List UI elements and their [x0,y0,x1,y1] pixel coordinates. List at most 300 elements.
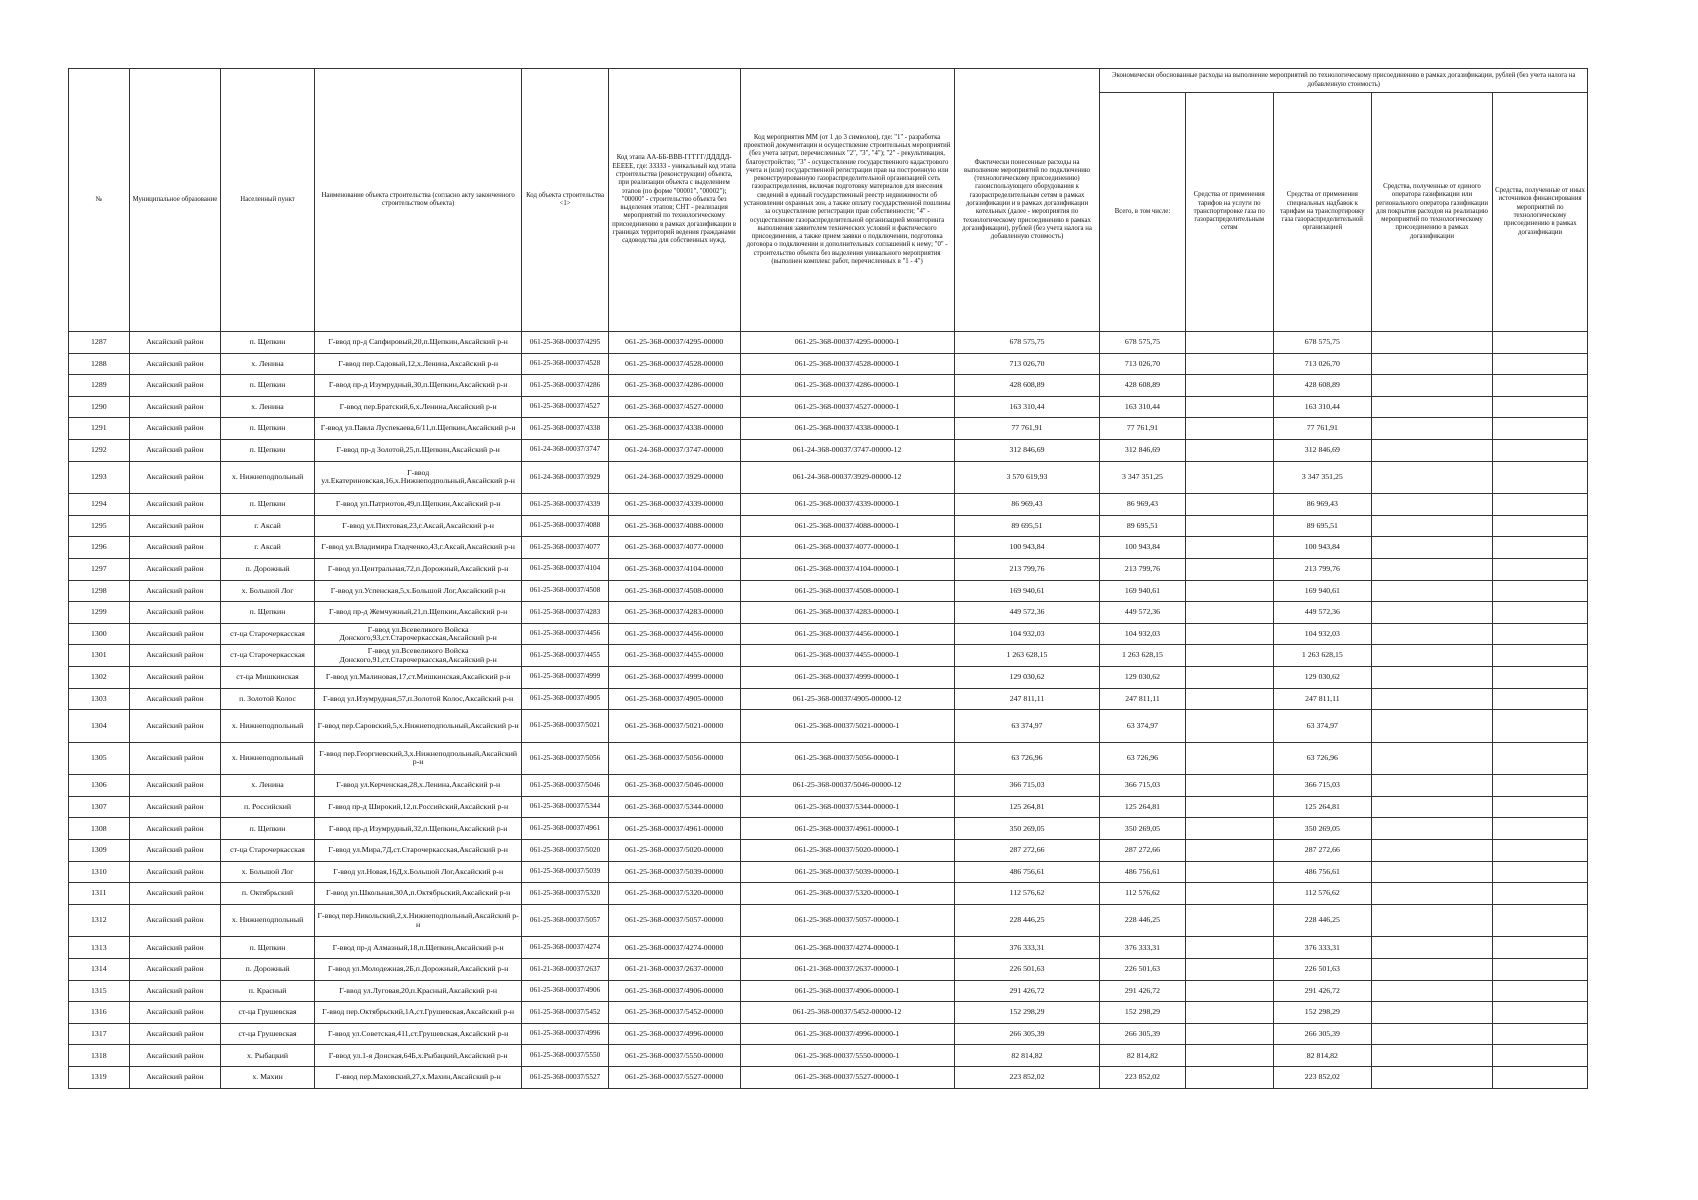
cell-municipality: Аксайский район [129,623,221,645]
cell-municipality: Аксайский район [129,418,221,440]
cell-other-sources [1493,818,1588,840]
cell-object-name: Г-ввод ул.Патриотов,49,п.Щепкин,Аксайский р-н [314,494,522,516]
col-header-group-justified-costs: Экономически обоснованные расходы на выполнение мероприятий по технологическому присоединению в рамках догазификации, рублей (без учета налога на добавленную стоимость) [1100,69,1588,93]
table-row [69,602,1588,624]
cell-stage-code: 061-25-368-00037/5320-00000 [608,883,740,905]
cell-num: 1303 [69,688,130,710]
cell-single-operator [1371,645,1492,667]
cell-municipality: Аксайский район [129,332,221,354]
col-header-settlement: Населенный пункт [221,69,315,332]
cell-single-operator [1371,1023,1492,1045]
cell-num: 1298 [69,580,130,602]
cell-actual-costs: 312 846,69 [954,439,1100,461]
table-row [69,494,1588,516]
cell-stage-code: 061-25-368-00037/5046-00000 [608,775,740,797]
cell-other-sources [1493,883,1588,905]
cell-special-surcharges: 112 576,62 [1273,883,1371,905]
cell-other-sources [1493,461,1588,494]
cell-tariff-transport [1185,840,1273,862]
cell-event-code: 061-25-368-00037/5452-00000-12 [740,1002,954,1024]
cell-stage-code: 061-25-368-00037/5056-00000 [608,742,740,775]
cell-event-code: 061-25-368-00037/5039-00000-1 [740,861,954,883]
cell-special-surcharges: 63 374,97 [1273,710,1371,743]
cell-single-operator [1371,710,1492,743]
cell-actual-costs: 63 726,96 [954,742,1100,775]
cell-single-operator [1371,666,1492,688]
cell-municipality: Аксайский район [129,710,221,743]
cell-other-sources [1493,959,1588,981]
cell-other-sources [1493,515,1588,537]
cell-special-surcharges: 228 446,25 [1273,904,1371,937]
cell-total: 228 446,25 [1100,904,1185,937]
table-row [69,418,1588,440]
cell-object-code: 061-25-368-00037/4508 [522,580,608,602]
cell-municipality: Аксайский район [129,645,221,667]
cell-special-surcharges: 312 846,69 [1273,439,1371,461]
cell-other-sources [1493,418,1588,440]
cell-special-surcharges: 376 333,31 [1273,937,1371,959]
cell-single-operator [1371,580,1492,602]
cell-stage-code: 061-25-368-00037/4104-00000 [608,558,740,580]
cell-settlement: ст-ца Грушевская [221,1002,315,1024]
cell-municipality: Аксайский район [129,937,221,959]
cell-settlement: х. Большой Лог [221,580,315,602]
cell-event-code: 061-25-368-00037/5020-00000-1 [740,840,954,862]
cell-total: 486 756,61 [1100,861,1185,883]
cell-object-code: 061-25-368-00037/5020 [522,840,608,862]
cell-special-surcharges: 449 572,36 [1273,602,1371,624]
cell-tariff-transport [1185,937,1273,959]
table-row [69,710,1588,743]
cell-object-name: Г-ввод пр-д Изумрудный,32,п.Щепкин,Аксайский р-н [314,818,522,840]
cell-actual-costs: 223 852,02 [954,1067,1100,1089]
cell-settlement: ст-ца Старочеркасская [221,623,315,645]
cell-object-name: Г-ввод пер.Октябрьский,1А,ст.Грушевская,Аксайский р-н [314,1002,522,1024]
cell-actual-costs: 125 264,81 [954,796,1100,818]
cell-object-name: Г-ввод ул.Советская,411,ст.Грушевская,Аксайский р-н [314,1023,522,1045]
cell-object-code: 061-25-368-00037/4455 [522,645,608,667]
cell-tariff-transport [1185,818,1273,840]
cell-special-surcharges: 678 575,75 [1273,332,1371,354]
cell-actual-costs: 169 940,61 [954,580,1100,602]
cell-object-name: Г-ввод пр-д Золотой,25,п.Щепкин,Аксайский р-н [314,439,522,461]
cell-stage-code: 061-25-368-00037/4905-00000 [608,688,740,710]
cell-settlement: п. Дорожный [221,558,315,580]
cell-special-surcharges: 713 026,70 [1273,353,1371,375]
cell-stage-code: 061-25-368-00037/4274-00000 [608,937,740,959]
cell-num: 1304 [69,710,130,743]
cell-single-operator [1371,904,1492,937]
cell-special-surcharges: 125 264,81 [1273,796,1371,818]
cell-num: 1313 [69,937,130,959]
cell-single-operator [1371,537,1492,559]
cell-object-code: 061-25-368-00037/4961 [522,818,608,840]
cell-other-sources [1493,937,1588,959]
table-row [69,742,1588,775]
cell-actual-costs: 366 715,03 [954,775,1100,797]
cell-object-name: Г-ввод пер.Садовый,12,х.Ленина,Аксайский р-н [314,353,522,375]
cell-num: 1287 [69,332,130,354]
cell-object-code: 061-25-368-00037/4456 [522,623,608,645]
cell-tariff-transport [1185,645,1273,667]
cell-tariff-transport [1185,861,1273,883]
cell-single-operator [1371,688,1492,710]
cell-single-operator [1371,418,1492,440]
cell-event-code: 061-25-368-00037/5320-00000-1 [740,883,954,905]
cell-num: 1309 [69,840,130,862]
cell-actual-costs: 486 756,61 [954,861,1100,883]
cell-special-surcharges: 223 852,02 [1273,1067,1371,1089]
cell-event-code: 061-25-368-00037/4104-00000-1 [740,558,954,580]
cell-tariff-transport [1185,796,1273,818]
cell-object-name: Г-ввод ул.1-я Донская,64Б,х.Рыбацкий,Аксайский р-н [314,1045,522,1067]
cell-object-name: Г-ввод ул.Керченская,28,х.Ленина,Аксайский р-н [314,775,522,797]
cell-total: 678 575,75 [1100,332,1185,354]
cell-municipality: Аксайский район [129,396,221,418]
cell-num: 1293 [69,461,130,494]
cell-num: 1302 [69,666,130,688]
cell-single-operator [1371,840,1492,862]
cell-single-operator [1371,775,1492,797]
cell-num: 1300 [69,623,130,645]
cell-total: 247 811,11 [1100,688,1185,710]
cell-total: 152 298,29 [1100,1002,1185,1024]
table-row [69,623,1588,645]
cell-total: 449 572,36 [1100,602,1185,624]
col-header-stage-code: Код этапа АА-ББ-ВВВ-ГГГГГ/ДДДДД-ЕЕЕЕЕ, где: ЗЗЗЗЗ - уникальный код этапа строительства (реконструкции) объекта, при реализации объекта с выделением этапов (по форме "00001", "00002"); "00000" - строительство объекта без выделения этапов; СНТ - реализация мероприятий по технологическому присоединению в рамках догазификации в границах территорий ведения гражданами садоводства для собственных нужд. [608,69,740,332]
cell-other-sources [1493,1045,1588,1067]
cell-special-surcharges: 169 940,61 [1273,580,1371,602]
cell-special-surcharges: 291 426,72 [1273,980,1371,1002]
cell-total: 266 305,39 [1100,1023,1185,1045]
cell-num: 1317 [69,1023,130,1045]
cell-event-code: 061-25-368-00037/4339-00000-1 [740,494,954,516]
cell-actual-costs: 266 305,39 [954,1023,1100,1045]
cell-object-name: Г-ввод пер.Саровский,5,х.Нижнеподпольный,Аксайский р-н [314,710,522,743]
cell-settlement: х. Нижнеподпольный [221,904,315,937]
cell-municipality: Аксайский район [129,461,221,494]
cell-object-name: Г-ввод ул.Школьная,30А,п.Октябрьский,Аксайский р-н [314,883,522,905]
cell-stage-code: 061-25-368-00037/4088-00000 [608,515,740,537]
cell-single-operator [1371,818,1492,840]
cell-event-code: 061-24-368-00037/3747-00000-12 [740,439,954,461]
cell-actual-costs: 287 272,66 [954,840,1100,862]
cell-stage-code: 061-25-368-00037/4338-00000 [608,418,740,440]
cell-municipality: Аксайский район [129,602,221,624]
cell-tariff-transport [1185,688,1273,710]
cell-event-code: 061-25-368-00037/5021-00000-1 [740,710,954,743]
cell-special-surcharges: 213 799,76 [1273,558,1371,580]
cell-settlement: п. Дорожный [221,959,315,981]
cell-single-operator [1371,558,1492,580]
cell-settlement: ст-ца Мишкинская [221,666,315,688]
cell-special-surcharges: 82 814,82 [1273,1045,1371,1067]
cell-municipality: Аксайский район [129,666,221,688]
cell-settlement: п. Щепкин [221,818,315,840]
cell-object-code: 061-25-368-00037/4528 [522,353,608,375]
cell-object-code: 061-25-368-00037/4286 [522,375,608,397]
table-row [69,861,1588,883]
cell-other-sources [1493,353,1588,375]
cell-object-name: Г-ввод ул.Екатериновская,16,х.Нижнеподпольный,Аксайский р-н [314,461,522,494]
cell-num: 1311 [69,883,130,905]
cell-object-code: 061-25-368-00037/5056 [522,742,608,775]
table-row [69,515,1588,537]
cell-other-sources [1493,332,1588,354]
cell-settlement: ст-ца Грушевская [221,1023,315,1045]
cell-single-operator [1371,861,1492,883]
cell-other-sources [1493,840,1588,862]
cell-single-operator [1371,494,1492,516]
cell-total: 713 026,70 [1100,353,1185,375]
cell-actual-costs: 82 814,82 [954,1045,1100,1067]
cell-settlement: х. Махин [221,1067,315,1089]
cell-total: 291 426,72 [1100,980,1185,1002]
table-row [69,1067,1588,1089]
cell-total: 112 576,62 [1100,883,1185,905]
cell-single-operator [1371,959,1492,981]
cell-event-code: 061-25-368-00037/4295-00000-1 [740,332,954,354]
cell-special-surcharges: 350 269,05 [1273,818,1371,840]
cell-tariff-transport [1185,439,1273,461]
cell-other-sources [1493,623,1588,645]
cell-event-code: 061-25-368-00037/4996-00000-1 [740,1023,954,1045]
cell-actual-costs: 152 298,29 [954,1002,1100,1024]
cell-num: 1306 [69,775,130,797]
cell-object-name: Г-ввод ул.Пихтовая,23,г.Аксай,Аксайский р-н [314,515,522,537]
cell-event-code: 061-25-368-00037/4508-00000-1 [740,580,954,602]
cell-stage-code: 061-25-368-00037/5057-00000 [608,904,740,937]
col-header-object-code: Код объекта строительства <1> [522,69,608,332]
cell-tariff-transport [1185,461,1273,494]
table-row [69,461,1588,494]
cell-object-code: 061-25-368-00037/5039 [522,861,608,883]
cell-total: 312 846,69 [1100,439,1185,461]
cell-settlement: х. Нижнеподпольный [221,461,315,494]
cell-object-name: Г-ввод пер.Георгиевский,3,х.Нижнеподпольный,Аксайский р-н [314,742,522,775]
cell-municipality: Аксайский район [129,818,221,840]
cell-num: 1305 [69,742,130,775]
cell-object-name: Г-ввод пр-д Алмазный,18,п.Щепкин,Аксайский р-н [314,937,522,959]
cell-actual-costs: 104 932,03 [954,623,1100,645]
cell-actual-costs: 449 572,36 [954,602,1100,624]
cell-object-name: Г-ввод ул.Владимира Гладченко,43,г.Аксай,Аксайский р-н [314,537,522,559]
cell-tariff-transport [1185,1002,1273,1024]
cell-total: 350 269,05 [1100,818,1185,840]
cell-single-operator [1371,623,1492,645]
cell-num: 1307 [69,796,130,818]
cell-object-name: Г-ввод пр-д Жемчужный,21,п.Щепкин,Аксайский р-н [314,602,522,624]
cell-other-sources [1493,645,1588,667]
cell-other-sources [1493,710,1588,743]
cell-total: 1 263 628,15 [1100,645,1185,667]
cell-special-surcharges: 163 310,44 [1273,396,1371,418]
cell-object-name: Г-ввод ул.Павла Луспекаева,6/11,п.Щепкин,Аксайский р-н [314,418,522,440]
cell-municipality: Аксайский район [129,775,221,797]
table-row [69,332,1588,354]
cell-total: 100 943,84 [1100,537,1185,559]
cell-actual-costs: 428 608,89 [954,375,1100,397]
cell-stage-code: 061-25-368-00037/4508-00000 [608,580,740,602]
cell-tariff-transport [1185,904,1273,937]
cell-total: 104 932,03 [1100,623,1185,645]
cell-other-sources [1493,775,1588,797]
cell-municipality: Аксайский район [129,840,221,862]
cell-tariff-transport [1185,558,1273,580]
cell-single-operator [1371,515,1492,537]
cell-special-surcharges: 226 501,63 [1273,959,1371,981]
cell-actual-costs: 112 576,62 [954,883,1100,905]
document-sheet [68,68,1588,1089]
table-row [69,666,1588,688]
cell-actual-costs: 77 761,91 [954,418,1100,440]
cell-settlement: х. Ленина [221,353,315,375]
cell-settlement: п. Щепкин [221,332,315,354]
cell-event-code: 061-25-368-00037/5046-00000-12 [740,775,954,797]
cell-single-operator [1371,1045,1492,1067]
cell-single-operator [1371,461,1492,494]
table-row [69,840,1588,862]
cell-num: 1295 [69,515,130,537]
cell-special-surcharges: 366 715,03 [1273,775,1371,797]
cell-object-name: Г-ввод пр-д Сапфировый,20,п.Щепкин,Аксайский р-н [314,332,522,354]
cell-object-name: Г-ввод пер.Братский,6,х.Ленина,Аксайский р-н [314,396,522,418]
table-row [69,645,1588,667]
cell-object-code: 061-24-368-00037/3747 [522,439,608,461]
cell-single-operator [1371,796,1492,818]
cell-special-surcharges: 428 608,89 [1273,375,1371,397]
cell-total: 63 726,96 [1100,742,1185,775]
cell-event-code: 061-25-368-00037/4905-00000-12 [740,688,954,710]
table-row [69,353,1588,375]
cell-settlement: п. Щепкин [221,418,315,440]
cell-actual-costs: 213 799,76 [954,558,1100,580]
cell-tariff-transport [1185,418,1273,440]
cell-actual-costs: 129 030,62 [954,666,1100,688]
cell-total: 125 264,81 [1100,796,1185,818]
cell-single-operator [1371,602,1492,624]
cell-stage-code: 061-24-368-00037/3747-00000 [608,439,740,461]
cell-other-sources [1493,861,1588,883]
cell-stage-code: 061-25-368-00037/5021-00000 [608,710,740,743]
cell-special-surcharges: 3 347 351,25 [1273,461,1371,494]
cell-total: 3 347 351,25 [1100,461,1185,494]
cell-other-sources [1493,439,1588,461]
cell-object-code: 061-25-368-00037/4339 [522,494,608,516]
cell-tariff-transport [1185,537,1273,559]
cell-tariff-transport [1185,980,1273,1002]
cell-num: 1308 [69,818,130,840]
cell-actual-costs: 63 374,97 [954,710,1100,743]
cell-event-code: 061-25-368-00037/5057-00000-1 [740,904,954,937]
cell-total: 163 310,44 [1100,396,1185,418]
table-row [69,980,1588,1002]
cell-municipality: Аксайский район [129,861,221,883]
cell-tariff-transport [1185,1023,1273,1045]
col-header-object-name: Наименование объекта строительства (согласно акту законченного строительством объекта) [314,69,522,332]
cell-tariff-transport [1185,1067,1273,1089]
cell-event-code: 061-25-368-00037/5527-00000-1 [740,1067,954,1089]
cell-municipality: Аксайский район [129,980,221,1002]
cell-other-sources [1493,980,1588,1002]
cell-object-name: Г-ввод пр-д Изумрудный,30,п.Щепкин,Аксайский р-н [314,375,522,397]
cell-event-code: 061-25-368-00037/4338-00000-1 [740,418,954,440]
cell-municipality: Аксайский район [129,439,221,461]
cell-total: 129 030,62 [1100,666,1185,688]
cell-settlement: г. Аксай [221,515,315,537]
cell-total: 63 374,97 [1100,710,1185,743]
cell-object-name: Г-ввод ул.Центральная,72,п.Дорожный,Аксайский р-н [314,558,522,580]
cell-special-surcharges: 100 943,84 [1273,537,1371,559]
table-row [69,375,1588,397]
cell-settlement: п. Щепкин [221,494,315,516]
cell-num: 1289 [69,375,130,397]
cell-other-sources [1493,796,1588,818]
cell-tariff-transport [1185,775,1273,797]
cell-tariff-transport [1185,959,1273,981]
cell-event-code: 061-25-368-00037/4906-00000-1 [740,980,954,1002]
cell-event-code: 061-25-368-00037/4077-00000-1 [740,537,954,559]
table-row [69,904,1588,937]
cell-object-code: 061-25-368-00037/5057 [522,904,608,937]
cell-municipality: Аксайский район [129,1002,221,1024]
cell-object-code: 061-25-368-00037/4283 [522,602,608,624]
cell-object-name: Г-ввод ул.Всевеликого Войска Донского,93,ст.Старочеркасская,Аксайский р-н [314,623,522,645]
cell-event-code: 061-24-368-00037/3929-00000-12 [740,461,954,494]
cell-settlement: г. Аксай [221,537,315,559]
cell-actual-costs: 247 811,11 [954,688,1100,710]
cell-other-sources [1493,558,1588,580]
cell-actual-costs: 376 333,31 [954,937,1100,959]
col-header-total: Всего, в том числе: [1100,93,1185,332]
cell-event-code: 061-25-368-00037/4283-00000-1 [740,602,954,624]
cell-num: 1288 [69,353,130,375]
cell-municipality: Аксайский район [129,1023,221,1045]
cell-object-code: 061-25-368-00037/4077 [522,537,608,559]
cell-stage-code: 061-25-368-00037/4077-00000 [608,537,740,559]
cell-stage-code: 061-25-368-00037/4286-00000 [608,375,740,397]
cell-num: 1297 [69,558,130,580]
col-header-tariff-transport: Средства от применения тарифов на услуги по транспортировке газа по газораспределительным сетям [1185,93,1273,332]
table-row [69,883,1588,905]
cell-num: 1292 [69,439,130,461]
cell-special-surcharges: 129 030,62 [1273,666,1371,688]
cell-num: 1290 [69,396,130,418]
cell-stage-code: 061-25-368-00037/4528-00000 [608,353,740,375]
cell-other-sources [1493,602,1588,624]
cell-actual-costs: 228 446,25 [954,904,1100,937]
cell-object-name: Г-ввод ул.Успенская,5,х.Большой Лог,Аксайский р-н [314,580,522,602]
cell-object-code: 061-25-368-00037/4274 [522,937,608,959]
cell-tariff-transport [1185,602,1273,624]
table-body [69,332,1588,1089]
cell-stage-code: 061-25-368-00037/4339-00000 [608,494,740,516]
cell-special-surcharges: 1 263 628,15 [1273,645,1371,667]
cell-single-operator [1371,396,1492,418]
cell-actual-costs: 3 570 619,93 [954,461,1100,494]
cell-tariff-transport [1185,710,1273,743]
cell-other-sources [1493,537,1588,559]
cell-stage-code: 061-25-368-00037/4455-00000 [608,645,740,667]
cell-num: 1312 [69,904,130,937]
table-row [69,818,1588,840]
cell-total: 169 940,61 [1100,580,1185,602]
cell-other-sources [1493,494,1588,516]
connection-costs-table [68,68,1588,1089]
cell-stage-code: 061-25-368-00037/4295-00000 [608,332,740,354]
cell-municipality: Аксайский район [129,883,221,905]
cell-total: 77 761,91 [1100,418,1185,440]
